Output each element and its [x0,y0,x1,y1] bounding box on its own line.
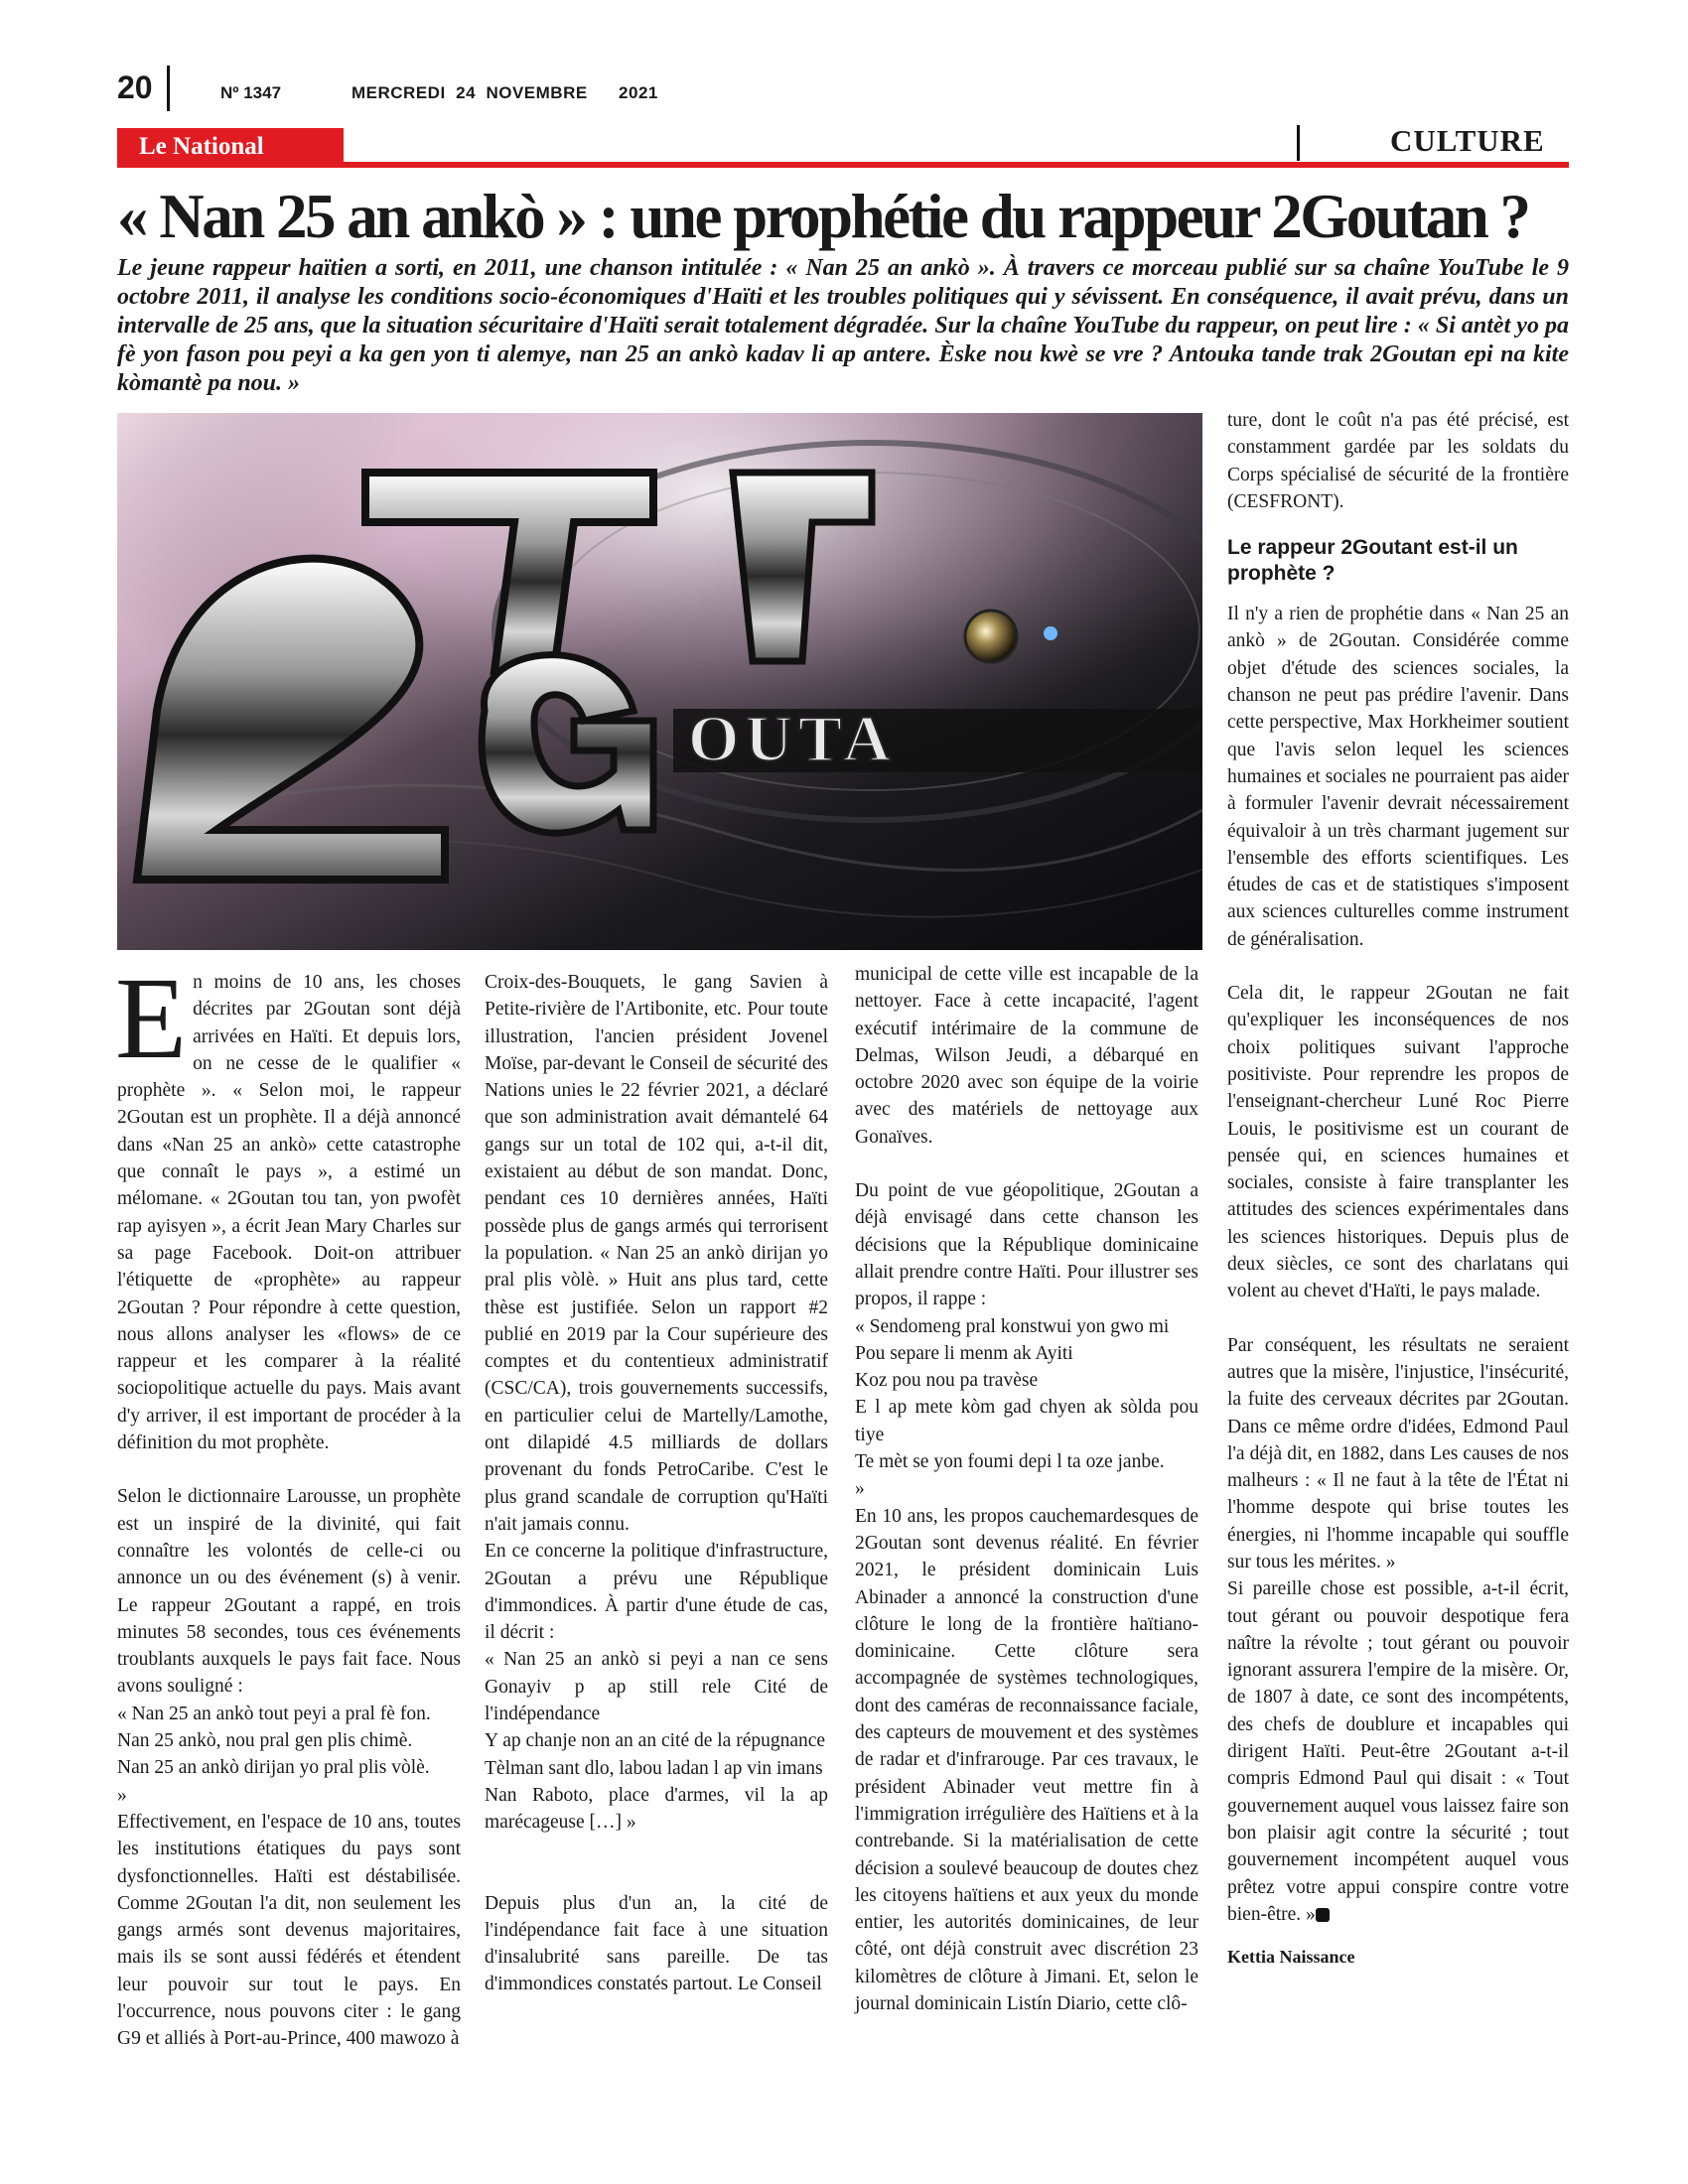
drop-cap: E [115,953,188,1083]
artwork-text: OUTA [688,703,897,775]
quote-line: « Nan 25 an ankò si peyi a nan ce sens Gonayiv p ap still rele Cité de l'indépendance [485,1649,828,1725]
quote-line: « Nan 25 an ankò tout peyi a pral fè fon. [117,1703,431,1724]
article-headline: « Nan 25 an ankò » : une prophétie du rappeur 2Goutan ? [117,182,1529,251]
paragraph: En moins de 10 ans, les choses décrites par 2Goutan sont déjà arrivées en Haïti. Et depuis lors, on ne cesse de le qualifier « prophète ». « Selon moi, le rappeur 2Goutan est un prophète. Il a déjà annoncé dans «Nan 25 an ankò» cette catastrophe que connaît le pays », a estimé un mélomane. « 2Goutan tou tan, yon pwofèt rap ayisyen », a écrit Jean Mary Charles sur sa page Facebook. Doit-on attribuer l'étiquette de «prophète» au rappeur 2Goutan ? Pour répondre à cette question, nous allons analyser les «flows» de ce rappeur et les comparer à la réalité sociopolitique actuelle du pays. Mais avant d'y arriver, il est important de procéder à la définition du mot prophète. [115,953,461,1454]
quote-line: Nan 25 an ankò dirijan yo pral plis vòlè. [117,1757,430,1779]
page-number: 20 [117,69,153,105]
rapper-logo-artwork [117,413,1202,950]
paragraph: Cela dit, le rappeur 2Goutan ne fait qu'expliquer les inconséquences de nos choix politiques suivant l'approche positiviste. Pour reprendre les propos de l'enseignant-chercheur Luné Roc Pierre Louis, le positivisme est un courant de pensée qui, en sciences humaines et sociales, consiste à faire transplanter les attitudes des sciences expérimentales dans les sciences historiques. Depuis plus de deux siècles, ce sont des charlatans qui volent au chevet d'Haïti, le pays malade. [1227,983,1569,1302]
paragraph: Croix-des-Bouquets, le gang Savien à Petite-rivière de l'Artibonite, etc. Pour toute illustration, l'ancien président Jovenel Moïse, par-devant le Conseil de sécurité des Nations unies le 22 février 2021, a déclaré que son administration avait démantelé 64 gangs sur un total de 102 qui, a-t-il dit, existaient au début de son mandat. Donc, pendant ces 10 dernières années, Haïti possède plus de gangs armés qui terrorisent la population. « Nan 25 an ankò dirijan yo pral plis vòlè. » Huit ans plus tard, cette thèse est justifiée. Selon un rapport #2 publié en 2019 par la Cour supérieure des comptes et du contentieux administratif (CSC/CA), trois gouvernements successifs, en particulier celui de Martelly/Lamothe, ont dilapidé 4.5 milliards de dollars provenant du fonds PetroCaribe. C'est le plus grand scandale de corruption qu'Haïti n'ait jamais connu. [485,972,828,1535]
quote-line: Te mèt se yon foumi depi l ta oze janbe. [855,1451,1165,1473]
paragraph: municipal de cette ville est incapable de la nettoyer. Face à cette incapacité, l'agent exécutif intérimaire de la commune de Delmas, Wilson Jeudi, a débarqué en octobre 2020 avec son équipe de la voirie avec des matériels de nettoyage aux Gonaïves. [855,964,1198,1148]
paragraph: Par conséquent, les résultats ne seraient autres que la misère, l'injustice, l'insécurité, la fuite des cerveaux décrites par 2Goutan. Dans ce même ordre d'idées, Edmond Paul l'a déjà dit, en 1882, dans Les causes de nos malheurs : « Il ne faut à la tête de l'État ni l'homme despote qui brise toutes les énergies, ni l'homme incapable qui souffle sur tous les mérites. » [1227,1334,1569,1572]
brand-name: Le National [139,133,264,160]
quote-line: » [855,1478,865,1500]
author-byline: Kettia Naissance [1227,1947,1355,1968]
paragraph: En ce concerne la politique d'infrastructure, 2Goutan a prévu une République d'immondices. À partir d'une étude de cas, il décrit : [485,1541,828,1644]
paragraph: Depuis plus d'un an, la cité de l'indépendance fait face à une situation d'insalubrité sans pareille. De tas d'immondices constatés partout. Le Conseil [485,1892,828,1995]
issue-date: MERCREDI 24 NOVEMBRE 2021 [352,83,658,102]
paragraph: ture, dont le coût n'a pas été précisé, est constamment gardée par les soldats du Corps spécialisé de sécurité de la frontière (CESFRONT). [1227,410,1569,512]
quote-line: E l ap mete kòm gad chyen ak sòlda pou tiye [855,1397,1198,1445]
article-column-3 [855,961,1198,2017]
paragraph: En 10 ans, les propos cauchemardesques de 2Goutan sont devenus réalité. En février 2021, le président dominicain Luis Abinader a annoncé la construction d'une clôture le long de la frontière haïtiano-dominicaine. Cette clôture sera accompagnée de systèmes technologiques, dont des caméras de reconnaissance faciale, des capteurs de mouvement et des systèmes de radar et d'infrarouge. Par ces travaux, le président Abinader veut mettre fin à l'immigration irrégulière des Haïtiens et à la contrebande. Si la matérialisation de cette décision a soulevé beaucoup de doutes chez les citoyens haïtiens et aux yeux du monde entier, les autorités dominicaines, de leur côté, ont déjà construit avec discrétion 23 kilomètres de clôture à Jimani. Et, selon le journal dominicain Listín Diario, cette clô- [855,1505,1198,2014]
quote-line: » [117,1784,127,1806]
page-number-divider [167,66,170,111]
paragraph: Si pareille chose est possible, a-t-il écrit, tout gérant ou pouvoir despotique fera naître la révolte ; tout gérant ou pouvoir ignorant assurera l'empire de la misère. Or, de 1807 à date, ce sont des incompétents, des chefs de doublure et incapables qui dirigent Haïti. Peut-être 2Goutant a-t-il compris Edmond Paul qui disait : « Tout gouvernement auquel vous laissez faire son bon plaisir agit contre la sécurité ; tout gouvernement incompétent auquel vous prêtez votre appui conspire contre votre bien-être. » [1227,1578,1569,1925]
section-label: CULTURE [1390,123,1545,158]
article-column-1 [115,953,461,2053]
quote-line: « Sendomeng pral konstwui yon gwo mi [855,1315,1170,1337]
end-of-article-icon [1316,1908,1330,1922]
quote-line: Nan Raboto, place d'armes, vil la ap marécageuse […] » [485,1784,828,1834]
section-divider [1297,125,1300,161]
paragraph: Selon le dictionnaire Larousse, un prophète est un inspiré de la divinité, qui fait connaître les volontés de celle-ci ou annonce un ou des événement (s) à venir. Le rappeur 2Goutant a rappé, en trois minutes 58 secondes, tous ces événements troublants auxquels le pays fait face. Nous avons souligné : [117,1486,461,1698]
quote-line: Pou separe li menm ak Ayiti [855,1342,1073,1364]
paragraph: Effectivement, en l'espace de 10 ans, toutes les institutions étatiques du pays sont dysfonctionnelles. Haïti est déstabilisée. Comme 2Goutan l'a dit, non seulement les gangs armés sont devenus majoritaires, mais ils se sont aussi fédérés et étendent leur pouvoir sur tout le pays. En l'occurrence, nous pouvons citer : le gang G9 et alliés à Port-au-Prince, 400 mawozo à [117,1811,461,2050]
issue-number: Nº 1347 [220,83,282,102]
article-lead: Le jeune rappeur haïtien a sorti, en 2011, une chanson intitulée : « Nan 25 an ankò ». À travers ce morceau publié sur sa chaîne YouTube le 9 octobre 2011, il analyse les conditions socio-économiques d'Haïti et les troubles politiques qui y sévissent. En conséquence, il avait prévu, dans un intervalle de 25 ans, que la situation sécuritaire d'Haïti serait totalement dégradée. Sur la chaîne YouTube du rappeur, on peut lire : « Si antèt yo pa fè yon fason pou peyi a ka gen yon ti alemye, nan 25 an ankò kadav li ap antere. Èske nou kwè se vre ? Antouka tande trak 2Goutan epi na kite kòmantè pa nou. » [117,255,1569,396]
paragraph: Il n'y a rien de prophétie dans « Nan 25 an ankò » de 2Goutan. Considérée comme objet d'étude des sciences sociales, la chanson ne peut pas prédire l'avenir. Dans cette perspective, Max Horkheimer soutient que l'avis selon lequel les sciences humaines et sociales ne pourraient pas aider à formuler l'avenir devrait nécessairement équivaloir à un très charmant jugement sur l'ensemble des efforts scientifiques. Les études de cas et de statistiques s'imposent aux sciences culturelles comme instrument de généralisation. [1227,604,1569,950]
quote-line: Koz pou nou pa travèse [855,1370,1039,1392]
article-photo [117,413,1202,950]
article-column-2 [485,969,828,1998]
quote-line: Nan 25 ankò, nou pral gen plis chimè. [117,1730,413,1752]
quote-line: Tèlman sant dlo, labou ladan l ap vin imans [485,1757,823,1779]
quote-line: Y ap chanje non an an cité de la répugnance [485,1730,826,1752]
paragraph: Du point de vue géopolitique, 2Goutan a déjà envisagé dans cette chanson les décisions que la République dominicaine allait prendre contre Haïti. Pour illustrer ses propos, il rappe : [855,1180,1198,1310]
subheading: Le rappeur 2Goutant est-il un prophète ? [1227,536,1518,586]
article-column-4 [1227,407,1569,1971]
